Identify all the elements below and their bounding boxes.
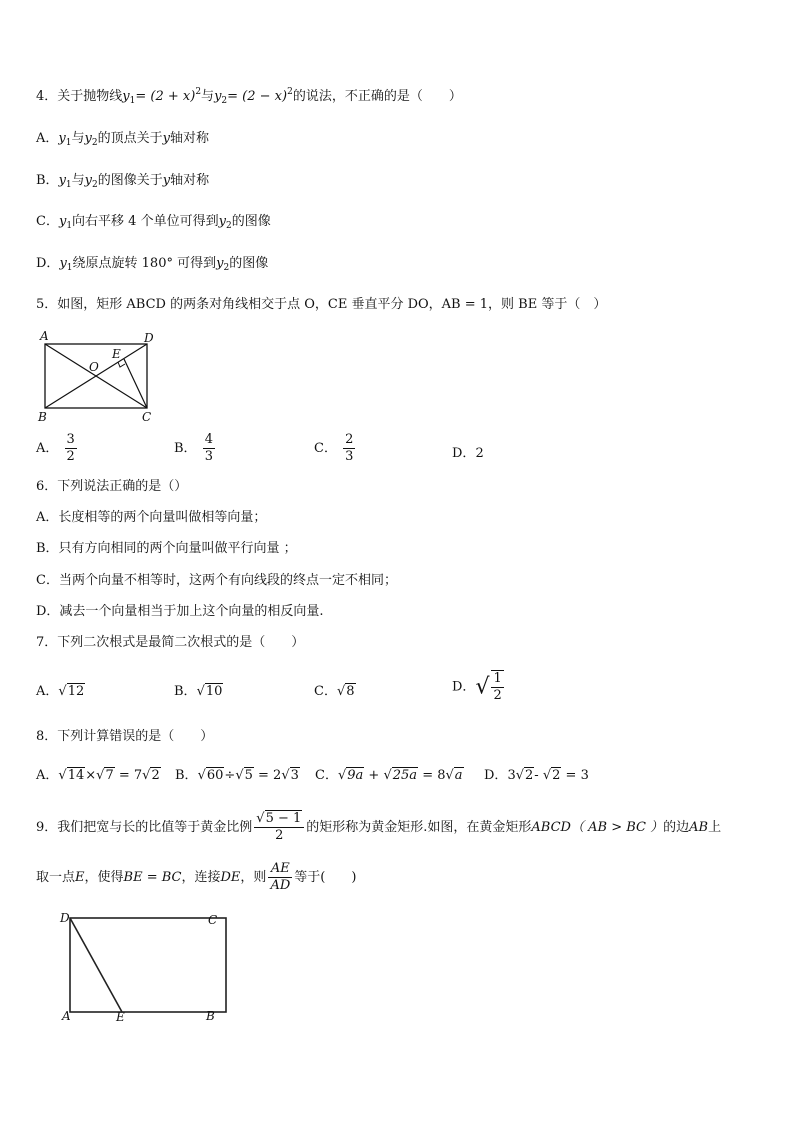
q9-golden-rectangle-figure	[56, 908, 246, 1024]
prefix: A．	[36, 684, 59, 699]
q4-eq1: = (2 + x)	[135, 89, 196, 104]
q4-stem-b: 的说法，不正确的是（ ）	[292, 89, 462, 104]
y-sym: y	[84, 131, 92, 146]
radicand: 14	[67, 768, 85, 783]
q4-stem: 4．关于抛物线$y_1= (2 + x)^2$与$y_2= (2 - x)^2$的说法，不正确的是（ ）	[36, 87, 462, 106]
q4-mid: 与	[201, 89, 215, 104]
segment-de	[70, 918, 122, 1012]
label-e: E	[116, 1010, 125, 1024]
q7-option-b: B．√10	[174, 684, 223, 699]
q6-option-d: D．减去一个向量相当于加上这个向量的相反向量.	[36, 604, 324, 619]
q6-option-b: B．只有方向相同的两个向量叫做平行向量 ；	[36, 541, 297, 556]
q7-stem: 7．下列二次根式是最简二次根式的是（ ）	[36, 635, 305, 650]
radicand: 2	[552, 768, 561, 783]
equation: BE = BC	[123, 870, 182, 885]
radicand: 2	[151, 768, 160, 783]
den: 3	[204, 449, 213, 464]
text: ，使得	[84, 870, 124, 885]
fraction	[203, 432, 215, 465]
label-d: D	[144, 331, 154, 345]
q5-option-c	[314, 432, 357, 465]
q5-option-a	[36, 432, 79, 465]
label-c: C	[208, 913, 218, 927]
den: AD	[270, 878, 291, 893]
q9-stem-line1	[36, 808, 721, 848]
q4-option-c: C．$y_1$向右平移 4 个单位可得到$y_2$的图像	[36, 214, 271, 231]
y2-symbol: y	[214, 89, 222, 104]
radicand: 3	[290, 768, 299, 783]
q4-b-text: 的图像关于	[97, 173, 163, 188]
equals: = 8	[422, 768, 446, 783]
prefix: A．	[36, 768, 59, 783]
rect-name: ABCD	[531, 820, 571, 835]
operator: ÷	[224, 768, 236, 783]
radicand: 5	[244, 768, 253, 783]
label-a: A	[40, 329, 49, 343]
radicand: 25a	[392, 768, 418, 783]
fraction	[343, 432, 355, 465]
q4-c-text: 向右平移 4 个单位可得到	[72, 214, 219, 229]
y-sym: y	[84, 173, 93, 188]
text: 等于( )	[294, 870, 357, 885]
radicand: a	[454, 768, 463, 783]
equals: = 3	[565, 768, 589, 783]
label-c: C	[142, 410, 152, 424]
q6-option-c: C．当两个向量不相等时，这两个有向线段的终点一定不相同；	[36, 573, 397, 588]
equals: = 2	[258, 768, 282, 783]
y-axis-sym: y	[162, 131, 170, 146]
y-axis-sym: y	[162, 173, 171, 188]
q4-stem-a: 4．关于抛物线	[36, 89, 123, 104]
q8-option-a: A．√14×√7 = 7√2	[36, 768, 160, 783]
label-b: B	[206, 1009, 215, 1023]
q7-option-c: C．√8	[314, 684, 355, 699]
operator: -	[534, 768, 543, 783]
text: 上	[708, 820, 722, 835]
text: ，则	[240, 870, 267, 885]
q4-option-b: B．$y_1$与$y_2$的图像关于y轴对称	[36, 173, 210, 190]
q8-option-d: D．3√2- √2 = 3	[484, 768, 589, 783]
value: 2	[475, 446, 484, 461]
and: 与	[71, 131, 85, 146]
label-a: A	[62, 1009, 71, 1023]
prefix: D．	[452, 679, 476, 695]
and: 与	[71, 173, 85, 188]
q4-option-d: D．$y_1$绕原点旋转 180° 可得到$y_2$的图像	[36, 256, 269, 273]
prefix: A．	[36, 441, 59, 456]
den: 2	[275, 828, 284, 843]
text: ，连接	[181, 870, 221, 885]
radicand: 60	[206, 768, 224, 783]
num: √5 − 1	[254, 811, 304, 828]
q4-c-prefix: C．	[36, 214, 59, 229]
q5-option-d	[452, 442, 484, 461]
num: 1	[493, 671, 502, 686]
text: 的边	[663, 820, 690, 835]
q4-a-prefix: A．	[36, 131, 59, 146]
q4-d-tail: 的图像	[229, 256, 269, 271]
q6-option-a: A．长度相等的两个向量叫做相等向量；	[36, 510, 267, 525]
prefix: C．	[314, 684, 337, 699]
q9-rect	[70, 918, 226, 1012]
coef: 3	[507, 768, 516, 783]
prefix: C．	[315, 768, 338, 783]
q4-c-tail: 的图像	[231, 214, 271, 229]
q4-option-a: A．$y_1$与$y_2$的顶点关于y轴对称	[36, 131, 209, 148]
text: 取一点	[36, 870, 76, 885]
prefix: C．	[314, 441, 337, 456]
y-sym: y	[58, 173, 66, 188]
label-o: O	[89, 360, 99, 374]
label-d: D	[60, 911, 70, 925]
q6-stem: 6．下列说法正确的是（）	[36, 479, 188, 494]
edge: AB	[689, 820, 709, 835]
label-e: E	[112, 347, 121, 361]
fraction	[268, 861, 292, 894]
q4-d-text: 绕原点旋转 180° 可得到	[72, 256, 217, 271]
q4-a-text: 的顶点关于	[97, 131, 163, 146]
radicand: 9a	[347, 768, 364, 783]
point: E	[75, 870, 85, 885]
condition: （ AB > BC ）	[570, 820, 664, 835]
q5-rectangle-figure	[34, 328, 164, 424]
y-sym: y	[218, 214, 226, 229]
num: AE	[268, 861, 292, 878]
radicand: 8	[346, 684, 355, 699]
radicand: 12	[67, 684, 85, 699]
den: 3	[345, 449, 354, 464]
den: 2	[66, 449, 75, 464]
num: 2	[345, 432, 354, 447]
prefix: B．	[174, 684, 197, 699]
radicand: 5 − 1	[265, 811, 302, 826]
radicand: 10	[205, 684, 223, 699]
label-b: B	[38, 410, 47, 424]
q4-a-tail: 轴对称	[169, 131, 209, 146]
y-sym: y	[58, 214, 67, 229]
q5-option-b	[174, 432, 217, 465]
prefix: D．	[452, 446, 476, 461]
q7-option-a: A．√12	[36, 684, 85, 699]
q4-d-prefix: D．	[36, 256, 60, 271]
num: 4	[204, 432, 213, 447]
den: 2	[493, 688, 502, 703]
y-sym: y	[58, 131, 66, 146]
text: 的矩形称为黄金矩形.如图，在黄金矩形	[306, 820, 532, 835]
q4-eq2: = (2 − x)	[227, 89, 288, 104]
num: 3	[66, 432, 75, 447]
operator: ×	[85, 768, 97, 783]
equals: = 7	[118, 768, 143, 783]
y-sym: y	[216, 256, 224, 271]
text: 9．我们把宽与长的比值等于黄金比例	[36, 820, 253, 835]
right-angle-mark	[118, 362, 125, 367]
operator: +	[368, 768, 380, 783]
prefix: D．	[484, 768, 508, 783]
q4-b-tail: 轴对称	[170, 173, 210, 188]
fraction	[491, 670, 503, 704]
q4-b-prefix: B．	[36, 173, 59, 188]
prefix: B．	[175, 768, 198, 783]
y1-symbol: y	[122, 89, 130, 104]
radicand: 7	[105, 768, 114, 783]
radicand: 2	[525, 768, 534, 783]
q8-option-b: B．√60÷√5 = 2√3	[175, 768, 299, 783]
q7-option-d: D．√ $\frac{1}{2}$	[452, 671, 502, 703]
q8-stem: 8．下列计算错误的是（ ）	[36, 729, 214, 744]
segment: DE	[220, 870, 241, 885]
fraction	[65, 432, 77, 465]
q8-option-c: C．√9a + √25a = 8√a	[315, 768, 463, 783]
prefix: B．	[174, 441, 197, 456]
y-sym: y	[59, 256, 67, 271]
q9-stem-line2	[36, 858, 356, 898]
golden-ratio	[254, 811, 304, 844]
q5-stem: 5．如图，矩形 ABCD 的两条对角线相交于点 O，CE 垂直平分 DO，AB = 1，则 BE 等于（ ）	[36, 297, 607, 312]
